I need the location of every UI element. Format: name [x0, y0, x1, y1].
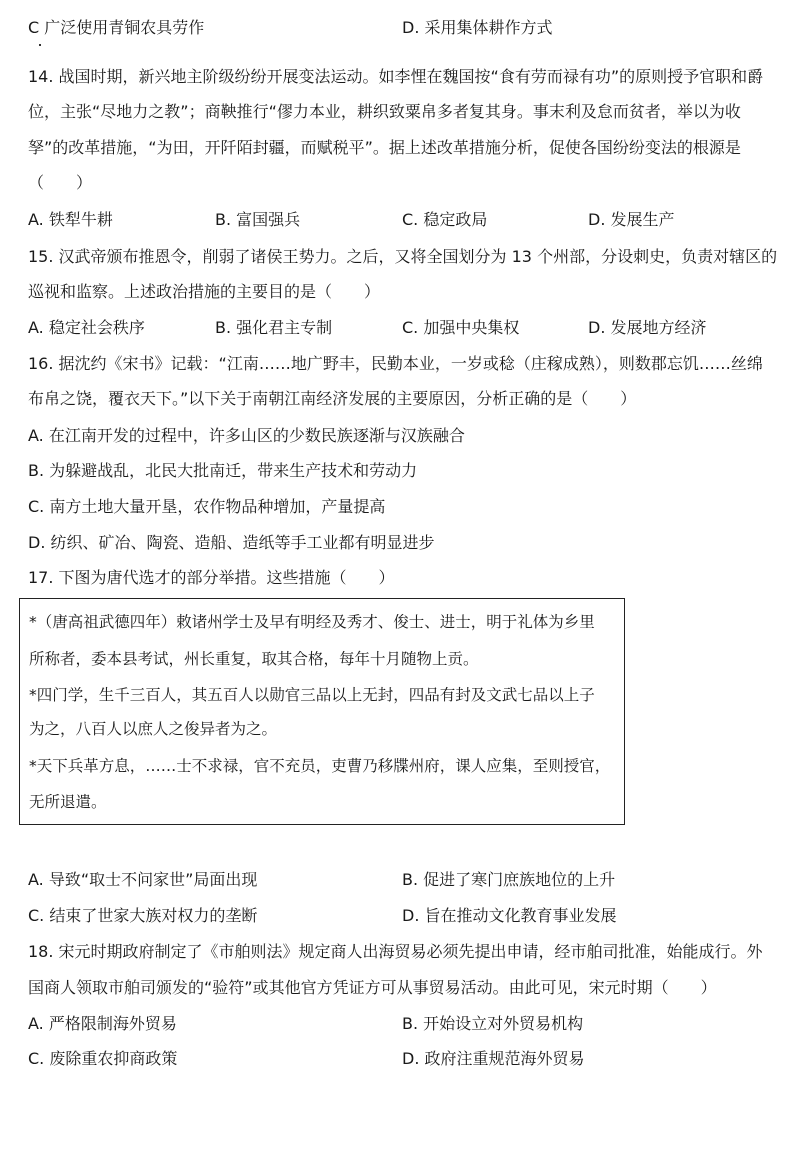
q13-option-d: D. 采用集体耕作方式	[402, 18, 553, 37]
source-material-box	[19, 598, 625, 825]
q17-stem: 17. 下图为唐代选才的部分举措。这些措施（ ）	[28, 568, 395, 587]
q18-line: 国商人领取市舶司颁发的“验符”或其他官方凭证方可从事贸易活动。由此可见，宋元时期（ ）	[28, 978, 717, 997]
q14-option-c: C. 稳定政局	[402, 210, 488, 229]
q17-option-d: D. 旨在推动文化教育事业发展	[402, 906, 617, 925]
q18-line: 18. 宋元时期政府制定了《市舶则法》规定商人出海贸易必须先提出申请，经市舶司批准，始能成行。外	[28, 942, 763, 961]
stray-mark	[39, 44, 41, 46]
source-line: *（唐高祖武德四年）敕诸州学士及早有明经及秀才、俊士、进士，明于礼体为乡里	[29, 613, 595, 631]
q17-option-b: B. 促进了寒门庶族地位的上升	[402, 870, 616, 889]
q15-option-d: D. 发展地方经济	[588, 318, 707, 337]
source-line: 无所退遣。	[29, 793, 107, 811]
q14-line: 孥”的改革措施，“为田，开阡陌封疆，而赋税平”。据上述改革措施分析，促使各国纷纷变法的根源是	[28, 138, 741, 157]
source-line: *天下兵革方息，……士不求禄，官不充员，吏曹乃移牒州府，课人应集，至则授官，	[29, 757, 611, 775]
q15-option-c: C. 加强中央集权	[402, 318, 520, 337]
source-line: 为之，八百人以庶人之俊异者为之。	[29, 720, 278, 738]
q14-option-a: A. 铁犁牛耕	[28, 210, 113, 229]
source-line: *四门学，生千三百人，其五百人以勋官三品以上无封，四品有封及文武七品以上子	[29, 686, 595, 704]
q17-option-a: A. 导致“取士不问家世”局面出现	[28, 870, 258, 889]
q16-option-d: D. 纺织、矿冶、陶瓷、造船、造纸等手工业都有明显进步	[28, 533, 435, 552]
q18-option-d: D. 政府注重规范海外贸易	[402, 1049, 585, 1068]
q16-line: 16. 据沈约《宋书》记载：“江南……地广野丰，民勤本业，一岁或稔（庄稼成熟），则数郡忘饥……丝绵	[28, 354, 763, 373]
q14-line: 位，主张“尽地力之教”；商鞅推行“僇力本业，耕织致粟帛多者复其身。事末利及怠而贫者，举以为收	[28, 102, 741, 121]
q14-option-b: B. 富国强兵	[215, 210, 301, 229]
q17-option-c: C. 结束了世家大族对权力的垄断	[28, 906, 258, 925]
source-line: 所称者，委本县考试，州长重复，取其合格，每年十月随物上贡。	[29, 650, 479, 668]
q15-line: 15. 汉武帝颁布推恩令，削弱了诸侯王势力。之后，又将全国划分为 13 个州部，分设刺史，负责对辖区的	[28, 247, 778, 266]
q14-option-d: D. 发展生产	[588, 210, 675, 229]
q18-option-c: C. 废除重农抑商政策	[28, 1049, 178, 1068]
q16-option-a: A. 在江南开发的过程中，许多山区的少数民族逐渐与汉族融合	[28, 426, 465, 445]
q14-line: （ ）	[28, 173, 93, 192]
q16-line: 布帛之饶，覆衣天下。”以下关于南朝江南经济发展的主要原因，分析正确的是（ ）	[28, 389, 637, 408]
q15-line: 巡视和监察。上述政治措施的主要目的是（ ）	[28, 282, 381, 301]
q15-option-b: B. 强化君主专制	[215, 318, 333, 337]
q18-option-b: B. 开始设立对外贸易机构	[402, 1014, 584, 1033]
q14-line: 14. 战国时期，新兴地主阶级纷纷开展变法运动。如李悝在魏国按“食有劳而禄有功”的原则授予官职和爵	[28, 67, 764, 86]
q16-option-b: B. 为躲避战乱，北民大批南迁，带来生产技术和劳动力	[28, 461, 418, 480]
q15-option-a: A. 稳定社会秩序	[28, 318, 145, 337]
q18-option-a: A. 严格限制海外贸易	[28, 1014, 177, 1033]
q13-option-c: C 广泛使用青铜农具劳作	[28, 18, 205, 37]
q16-option-c: C. 南方土地大量开垦，农作物品种增加，产量提高	[28, 497, 386, 516]
